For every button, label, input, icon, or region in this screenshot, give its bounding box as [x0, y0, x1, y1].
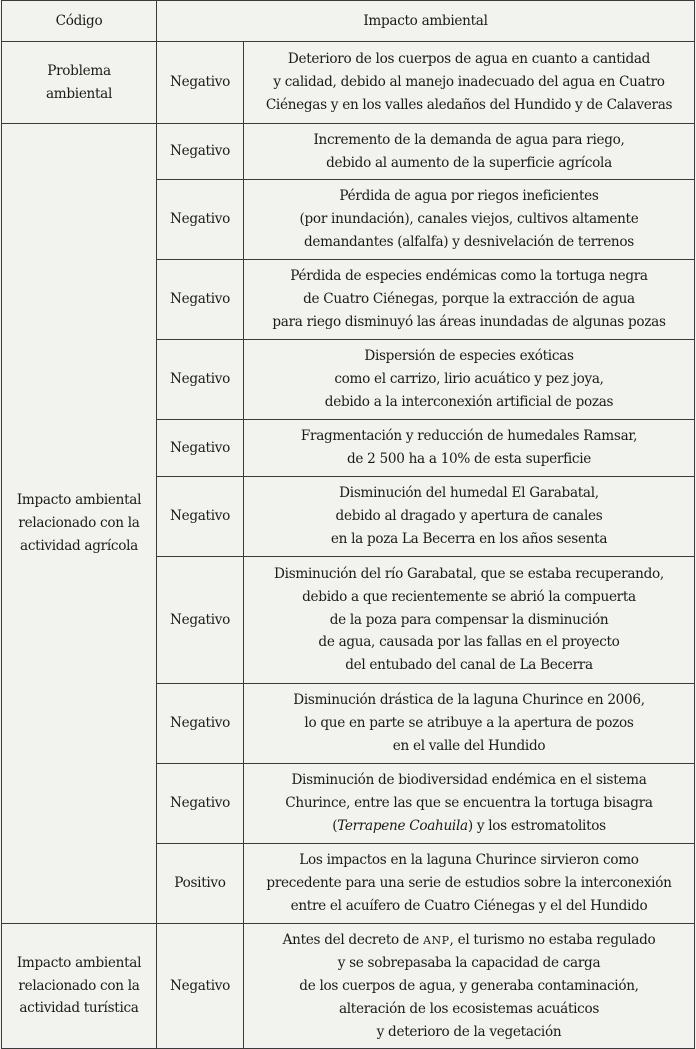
impact-type: Positivo	[157, 844, 244, 924]
header-codigo: Código	[2, 1, 157, 42]
header-impacto: Impacto ambiental	[157, 1, 695, 42]
impact-type: Negativo	[157, 180, 244, 260]
impact-type: Negativo	[157, 477, 244, 557]
impact-description: Disminución drástica de la laguna Churince en 2006, lo que en parte se atribuye a la apertura de pozos en el valle del Hundido	[244, 684, 695, 764]
impact-description: Deterioro de los cuerpos de agua en cuanto a cantidad y calidad, debido al manejo inadecuado del agua en Cuatro Ciénegas y en los valles aledaños del Hundido y de Calaveras	[244, 42, 695, 124]
table-row	[2, 42, 695, 124]
impact-type: Negativo	[157, 42, 244, 124]
table-row	[2, 124, 695, 180]
table-row	[2, 924, 695, 1049]
impact-type: Negativo	[157, 124, 244, 180]
impact-description: Dispersión de especies exóticas como el carrizo, lirio acuático y pez joya, debido a la interconexión artificial de pozas	[244, 340, 695, 420]
impact-description: Pérdida de especies endémicas como la tortuga negra de Cuatro Ciénegas, porque la extracción de agua para riego disminuyó las áreas inundadas de algunas pozas	[244, 260, 695, 340]
impact-type: Negativo	[157, 684, 244, 764]
species-name: Terrapene Coahuila	[337, 817, 468, 834]
category-cell: Impacto ambiental relacionado con la actividad turística	[2, 924, 157, 1049]
impact-description: Los impactos en la laguna Churince sirvieron como precedente para una serie de estudios sobre la interconexión entre el acuífero de Cuatro Ciénegas y el del Hundido	[244, 844, 695, 924]
impact-type: Negativo	[157, 924, 244, 1049]
impact-type: Negativo	[157, 420, 244, 477]
abbreviation: ANP	[423, 933, 450, 947]
impact-table	[1, 0, 695, 1049]
impact-type: Negativo	[157, 557, 244, 684]
category-cell: Impacto ambiental relacionado con la actividad agrícola	[2, 124, 157, 924]
impact-description: Pérdida de agua por riegos ineficientes (por inundación), canales viejos, cultivos altamente demandantes (alfalfa) y desnivelación de terrenos	[244, 180, 695, 260]
impact-description: Antes del decreto de ANP, el turismo no estaba regulado y se sobrepasaba la capacidad de carga de los cuerpos de agua, y generaba contaminación, alteración de los ecosistemas acuáticos y deterioro de la vegetación	[244, 924, 695, 1049]
header-row	[2, 1, 695, 42]
impact-type: Negativo	[157, 764, 244, 844]
impact-description: Disminución del humedal El Garabatal, debido al dragado y apertura de canales en la poza La Becerra en los años sesenta	[244, 477, 695, 557]
category-cell: Problema ambiental	[2, 42, 157, 124]
impact-description: Fragmentación y reducción de humedales Ramsar, de 2 500 ha a 10% de esta superficie	[244, 420, 695, 477]
impact-description: Disminución de biodiversidad endémica en el sistema Churince, entre las que se encuentra la tortuga bisagra (Terrapene Coahuila) y los estromatolitos	[244, 764, 695, 844]
impact-type: Negativo	[157, 340, 244, 420]
impact-description: Disminución del río Garabatal, que se estaba recuperando, debido a que recientemente se abrió la compuerta de la poza para compensar la disminución de agua, causada por las fallas en el proyecto del entubado del canal de La Becerra	[244, 557, 695, 684]
impact-type: Negativo	[157, 260, 244, 340]
impact-description: Incremento de la demanda de agua para riego, debido al aumento de la superficie agrícola	[244, 124, 695, 180]
